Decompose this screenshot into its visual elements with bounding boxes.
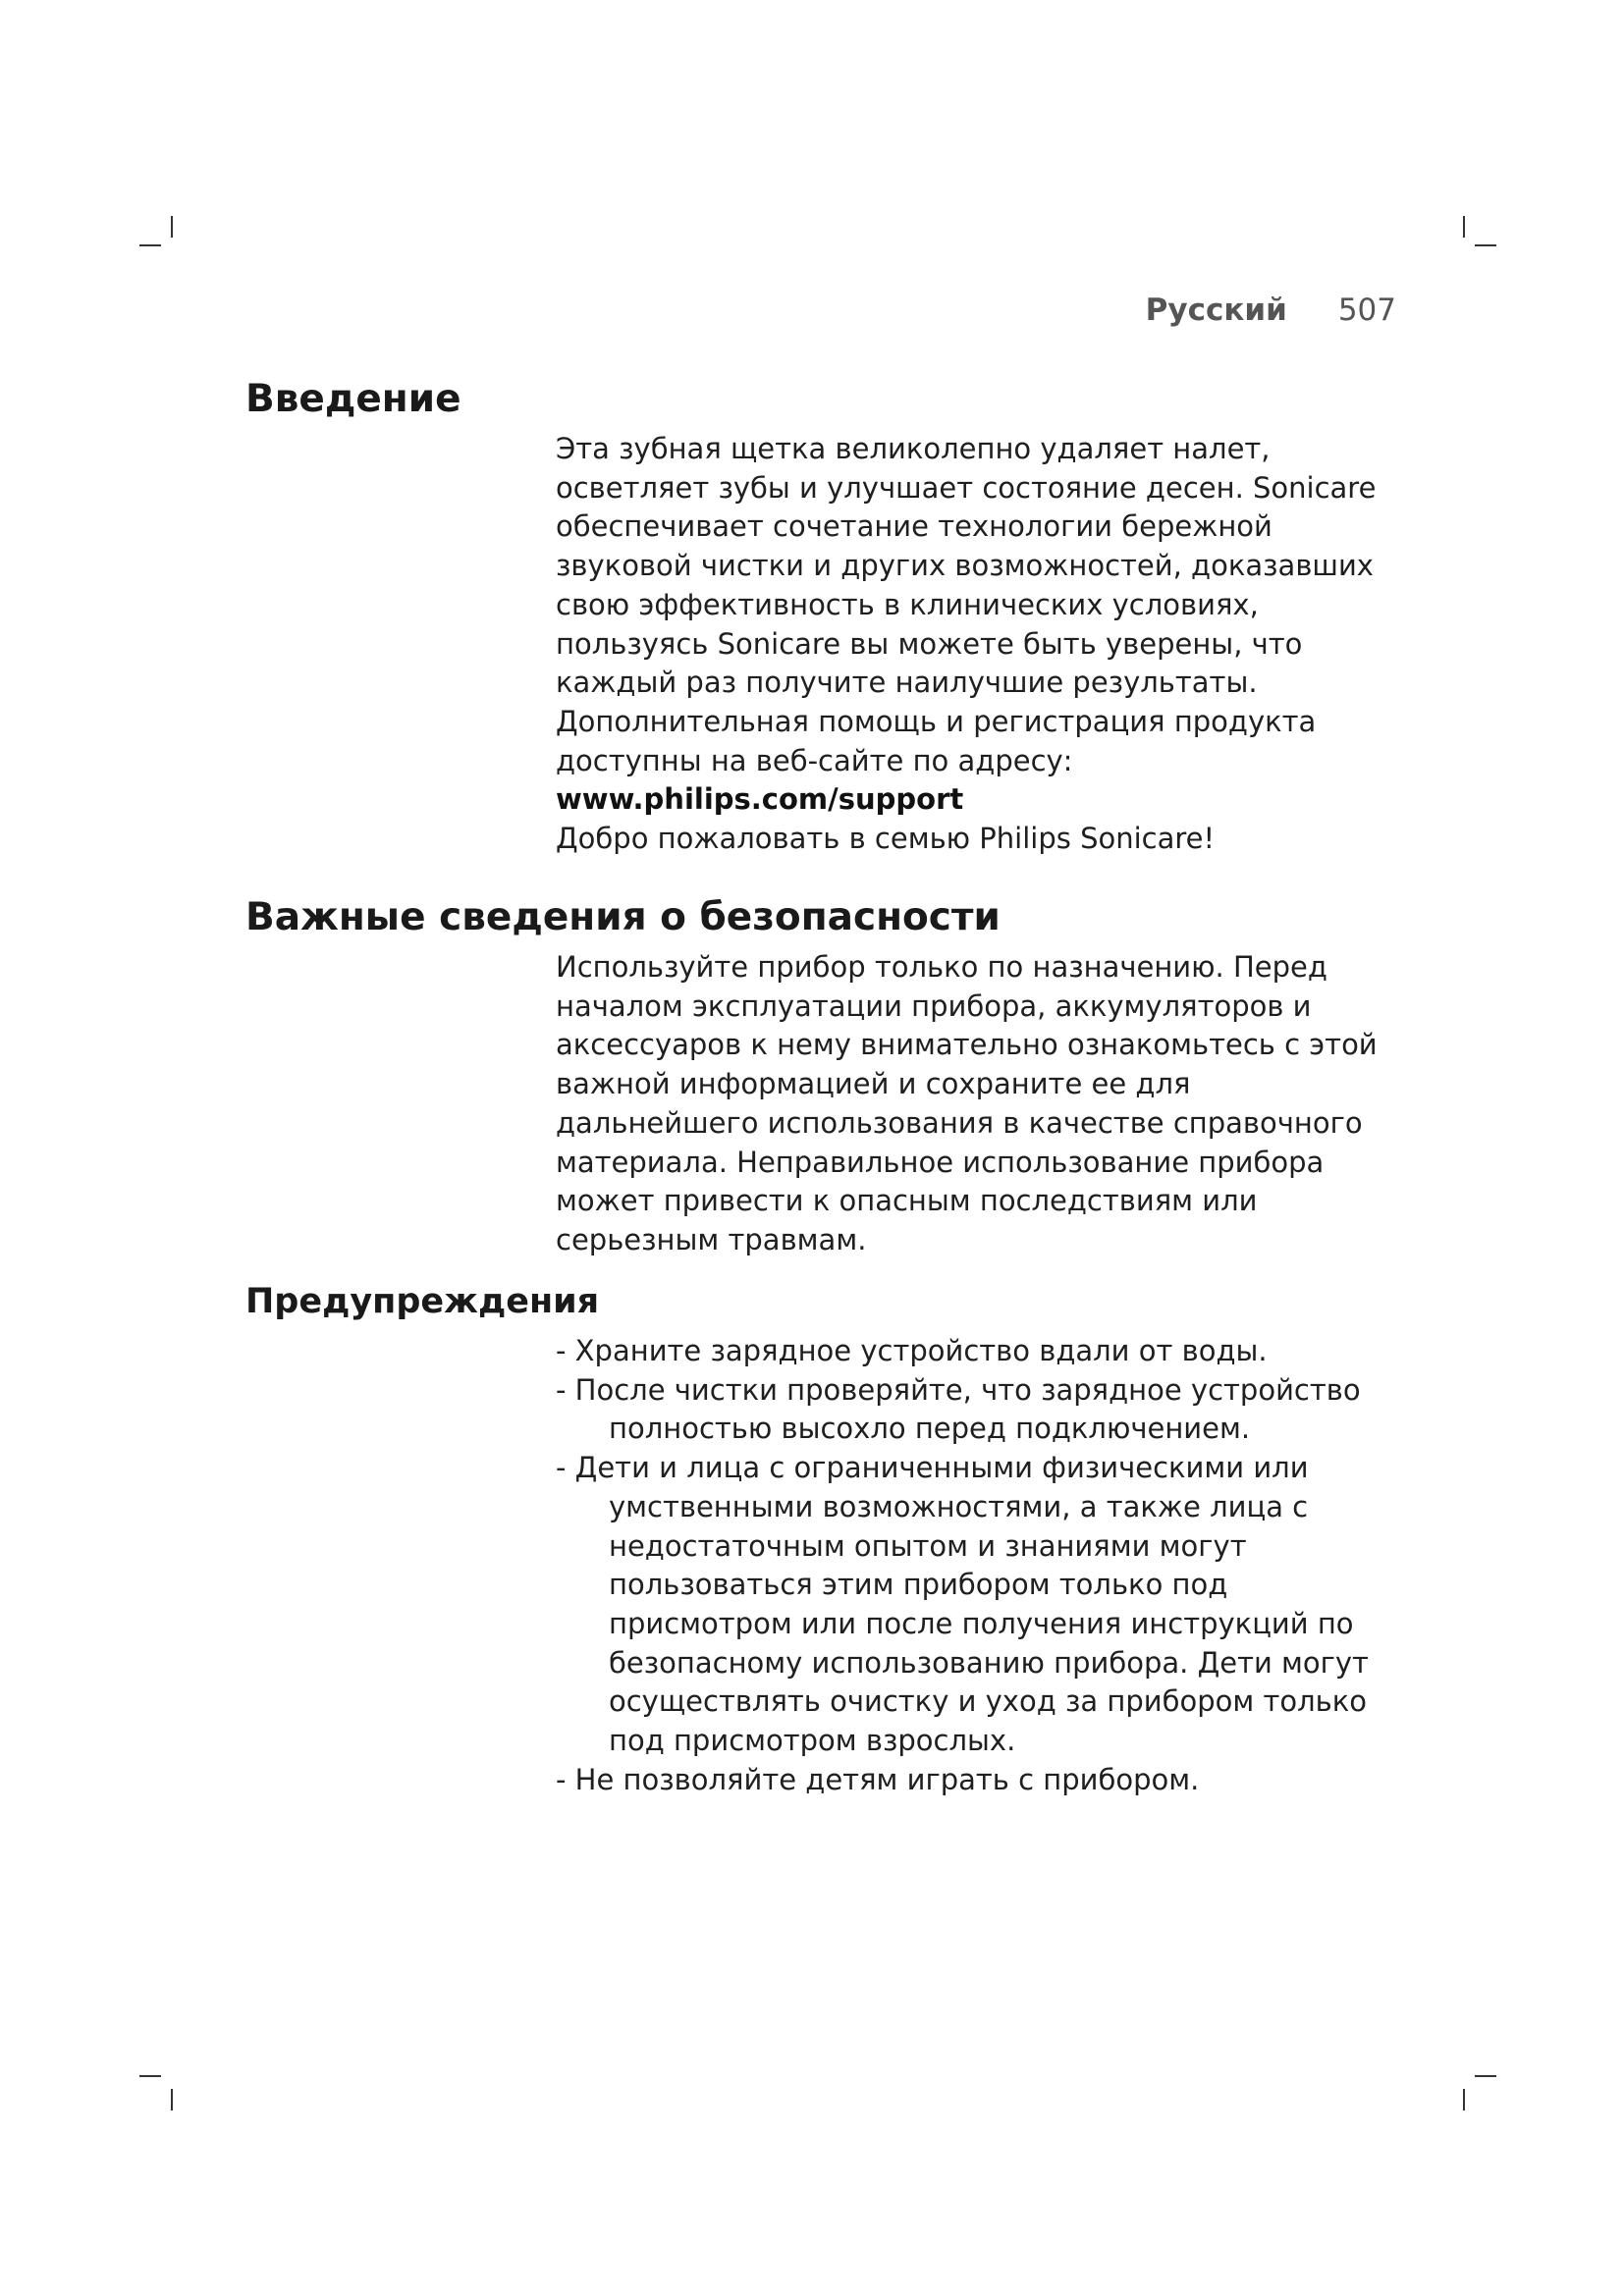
header-language: Русский: [1145, 293, 1287, 328]
intro-paragraph: Эта зубная щетка великолепно удаляет налет, осветляет зубы и улучшает состояние десен. Sonicare обеспечивает сочетание технологии бережной звуковой чистки и других возможностей, доказавших свою эффективность в клинических условиях, пользуясь Sonicare вы можете быть уверены, что каждый раз получите наилучшие результаты. Дополнительная помощь и регистрация продукта доступны на веб-сайте по адресу:: [556, 432, 1377, 777]
crop-mark-bottom-left-vertical: [171, 2089, 173, 2110]
warning-item: - Не позволяйте детям играть с прибором.: [556, 1762, 1200, 1796]
intro-body: [556, 430, 1400, 859]
page-number: 507: [1337, 293, 1396, 328]
safety-heading: Важные сведения о безопасности: [245, 895, 1001, 939]
warning-item: - Храните зарядное устройство вдали от воды.: [556, 1334, 1268, 1367]
crop-mark-bottom-left-horizontal: [139, 2075, 161, 2077]
crop-mark-top-right-horizontal: [1475, 244, 1496, 246]
intro-heading: Введение: [245, 377, 461, 421]
warnings-heading: Предупреждения: [245, 1282, 600, 1321]
warnings-list: [556, 1332, 1400, 1799]
safety-body: [556, 948, 1400, 1260]
support-link[interactable]: www.philips.com/support: [556, 782, 964, 817]
warning-item: - Дети и лица с ограниченными физическими или умственными возможностями, а также лица с недостаточным опытом и знаниями могут пользоваться этим прибором только под присмотром или после получения инструкций по безопасному использованию прибора. Дети могут осуществлять очистку и уход за прибором только под присмотром взрослых.: [556, 1451, 1369, 1758]
running-header: [1146, 293, 1396, 328]
safety-paragraph: Используйте прибор только по назначению. Перед началом эксплуатации прибора, аккумуляторов и аксессуаров к нему внимательно ознакомьтесь с этой важной информацией и сохраните ее для дальнейшего использования в качестве справочного материала. Неправильное использование прибора может привести к опасным последствиям или серьезным травмам.: [556, 950, 1378, 1256]
crop-mark-bottom-right-vertical: [1463, 2089, 1465, 2110]
warnings-body: [556, 1332, 1400, 1799]
crop-mark-top-right-vertical: [1463, 216, 1465, 238]
crop-mark-top-left-horizontal: [139, 244, 161, 246]
crop-mark-top-left-vertical: [171, 216, 173, 238]
intro-welcome: Добро пожаловать в семью Philips Sonicare!: [556, 822, 1216, 856]
crop-mark-bottom-right-horizontal: [1475, 2075, 1496, 2077]
warning-item: - После чистки проверяйте, что зарядное устройство полностью высохло перед подключением.: [556, 1372, 1361, 1446]
